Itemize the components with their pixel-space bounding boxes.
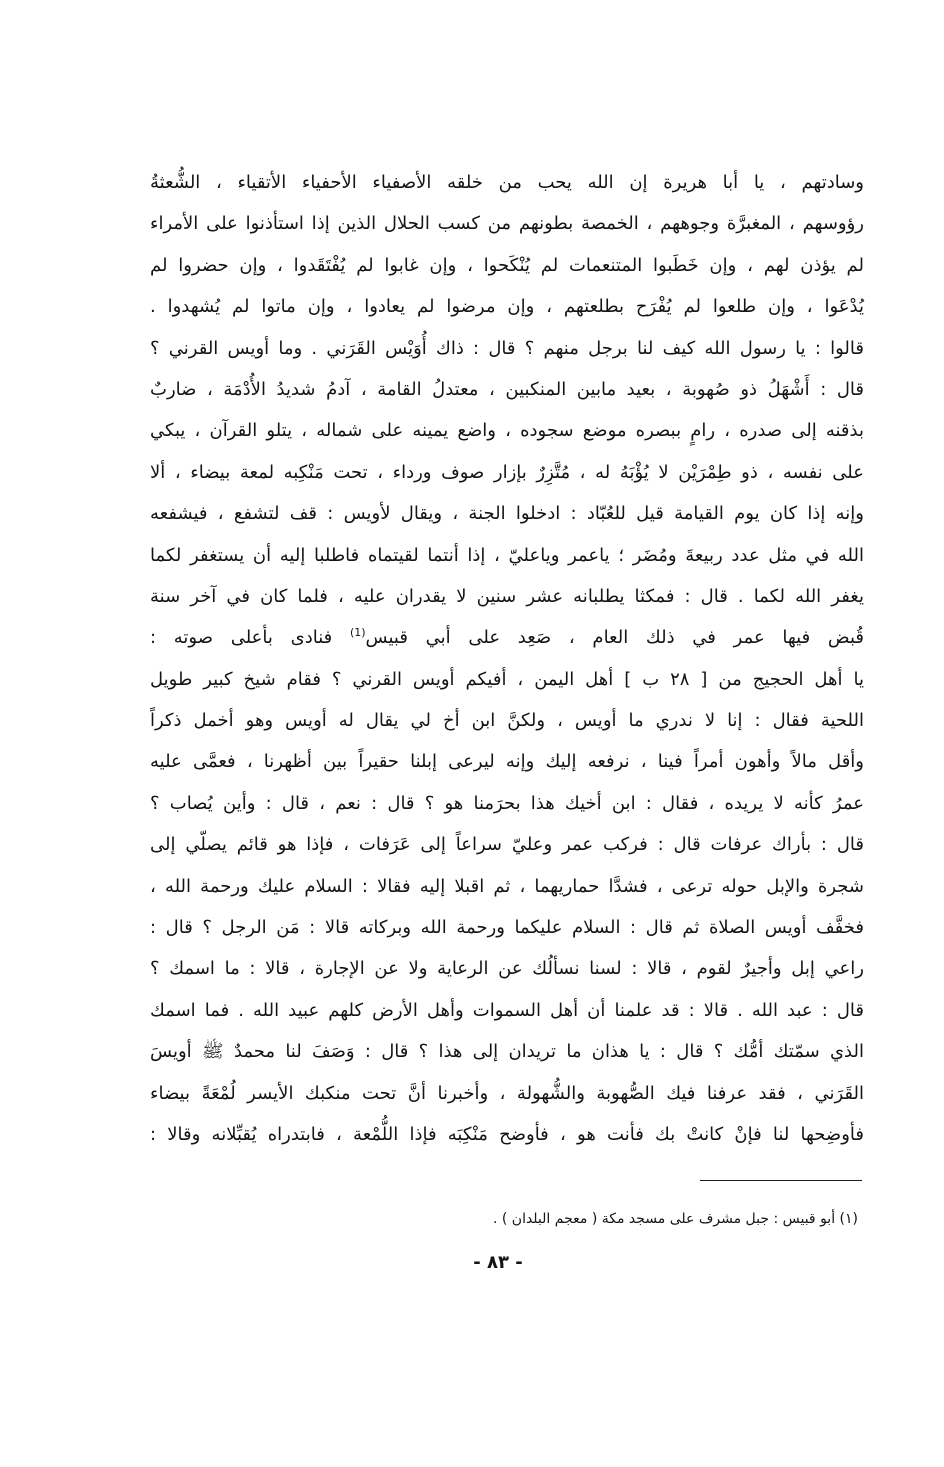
footnote: (١) أبو قبيس : جبل مشرف على مسجد مكة ( معجم البلدان ) . — [492, 1211, 858, 1227]
text-line-11: يغفر الله لكما . قال : فمكثا يطلبانه عشر سنين لا يقدران عليه ، فلما كان في آخر سنة — [150, 585, 864, 607]
text-line-18: شجرة والإبل حوله ترعى ، فشدَّا حماريهما ، ثم اقبلا إليه فقالا : السلام عليك ورحمة الله ، — [150, 875, 864, 897]
text-line-21: قال : عبد الله . قالا : قد علمنا أن أهل السموات وأهل الأرض كلهم عبيد الله . فما اسمك — [150, 999, 864, 1021]
text-line-3: لم يؤذن لهم ، وإن خَطَبوا المتنعمات لم يُنْكَحوا ، وإن غابوا لم يُفْتَقَدوا ، وإن حضروا لم — [150, 254, 864, 276]
text-line-12 — [150, 617, 864, 658]
text-line-22: الذي سمّتك أمُّك ؟ قال : يا هذان ما تريدان إلى هذا ؟ قال : وَصَفَ لنا محمدٌ ﷺ أويسَ — [150, 1041, 864, 1063]
text-line-9: وإنه إذا كان يوم القيامة قيل للعُبّاد : ادخلوا الجنة ، ويقال لأويس : قف لتشفع ، فيشفعه — [150, 503, 864, 525]
footnote-reference: (1) — [349, 626, 366, 640]
text-line-10: الله في مثل عدد ربيعةَ ومُضَر ؛ ياعمر وياعليّ ، إذا أنتما لقيتماه فاطلبا إليه أن يستغفر لكما — [150, 544, 864, 566]
text-line-13: يا أهل الحجيج من [ ٢٨ ب ] أهل اليمن ، أفيكم أويس القرني ؟ فقام شيخ كبير طويل — [150, 668, 864, 690]
page-number: - ٨٣ - — [473, 1252, 523, 1273]
text-line-1: وسادتهم ، يا أبا هريرة إن الله يحب من خلقه الأصفياء الأحفياء الأتقياء ، الشُّعثةُ — [150, 172, 864, 193]
text-line-20: راعي إبل وأجيرٌ لقوم ، قالا : لسنا نسألُك عن الرعاية ولا عن الإجارة ، قالا : ما اسمك ؟ — [150, 958, 864, 980]
text-line-16: عمرُ كأنه لا يريده ، فقال : ابن أخيك هذا بحرَمنا هو ؟ قال : نعم ، قال : وأين يُصاب ؟ — [150, 792, 864, 814]
text-line-17: قال : بأراك عرفات قال : فركب عمر وعليّ سراعاً إلى عَرَفات ، فإذا هو قائم يصلّي إلى — [150, 834, 864, 856]
text-line-23: القَرَني ، فقد عرفنا فيك الصُّهوبة والشُّهولة ، وأخبرنا أنَّ تحت منكبك الأيسر لُمْعَةً بيضاء — [150, 1082, 864, 1104]
text-line-2: رؤوسهم ، المغبرَّة وجوههم ، الخمصة بطونهم من كسب الحلال الذين إذا استأذنوا على الأمراء — [150, 213, 864, 235]
text-line-12-end: فنادى بأعلى صوته : — [150, 627, 350, 649]
text-line-12-start: قُبض فيها عمر في ذلك العام ، صَعِد على أبي قبيس — [365, 627, 865, 649]
text-line-8: على نفسه ، ذو طِمْرَيْن لا يُؤْبَهُ له ، مُتَّزِرٌ بإزار صوف ورداء ، تحت مَنْكِبه لمعة بيضاء ، ألا — [150, 461, 864, 483]
main-text-block — [150, 162, 864, 1155]
text-line-7: بذقنه إلى صدره ، رامٍ ببصره موضع سجوده ، واضع يمينه على شماله ، يتلو القرآن ، يبكي — [150, 420, 864, 442]
text-line-14: اللحية فقال : إنا لا ندري ما أويس ، ولكنَّ ابن أخ لي يقال له أويس وهو أخمل ذكراً — [150, 710, 864, 732]
text-line-6: قال : أَشْهَلُ ذو صُهوبة ، بعيد مابين المنكبين ، معتدلُ القامة ، آدمُ شديدُ الأُدْمَة ، ضاربٌ — [150, 378, 864, 400]
text-line-4: يُدْعَوا ، وإن طلعوا لم يُفْرَح بطلعتهم ، وإن مرضوا لم يعادوا ، وإن ماتوا لم يُشهدوا . — [150, 296, 864, 318]
text-line-5: قالوا : يا رسول الله كيف لنا برجل منهم ؟ قال : ذاك أُوَيْس القَرَني . وما أويس القرني ؟ — [150, 337, 864, 359]
footnote-divider — [700, 1180, 862, 1181]
text-line-15: وأقل مالاً وأهون أمراً فينا ، نرفعه إليك وإنه ليرعى إبلنا حقيراً بين أظهرنا ، فعمَّى عليه — [150, 751, 864, 773]
text-line-19: فخفَّف أويس الصلاة ثم قال : السلام عليكما ورحمة الله وبركاته قالا : مَن الرجل ؟ قال : — [150, 917, 864, 939]
text-line-24: فأوضِحها لنا فإنْ كانتْ بك فأنت هو ، فأوضح مَنْكِبَه فإذا اللُّمْعة ، فابتدراه يُقبِّلانه وقالا : — [150, 1123, 864, 1145]
